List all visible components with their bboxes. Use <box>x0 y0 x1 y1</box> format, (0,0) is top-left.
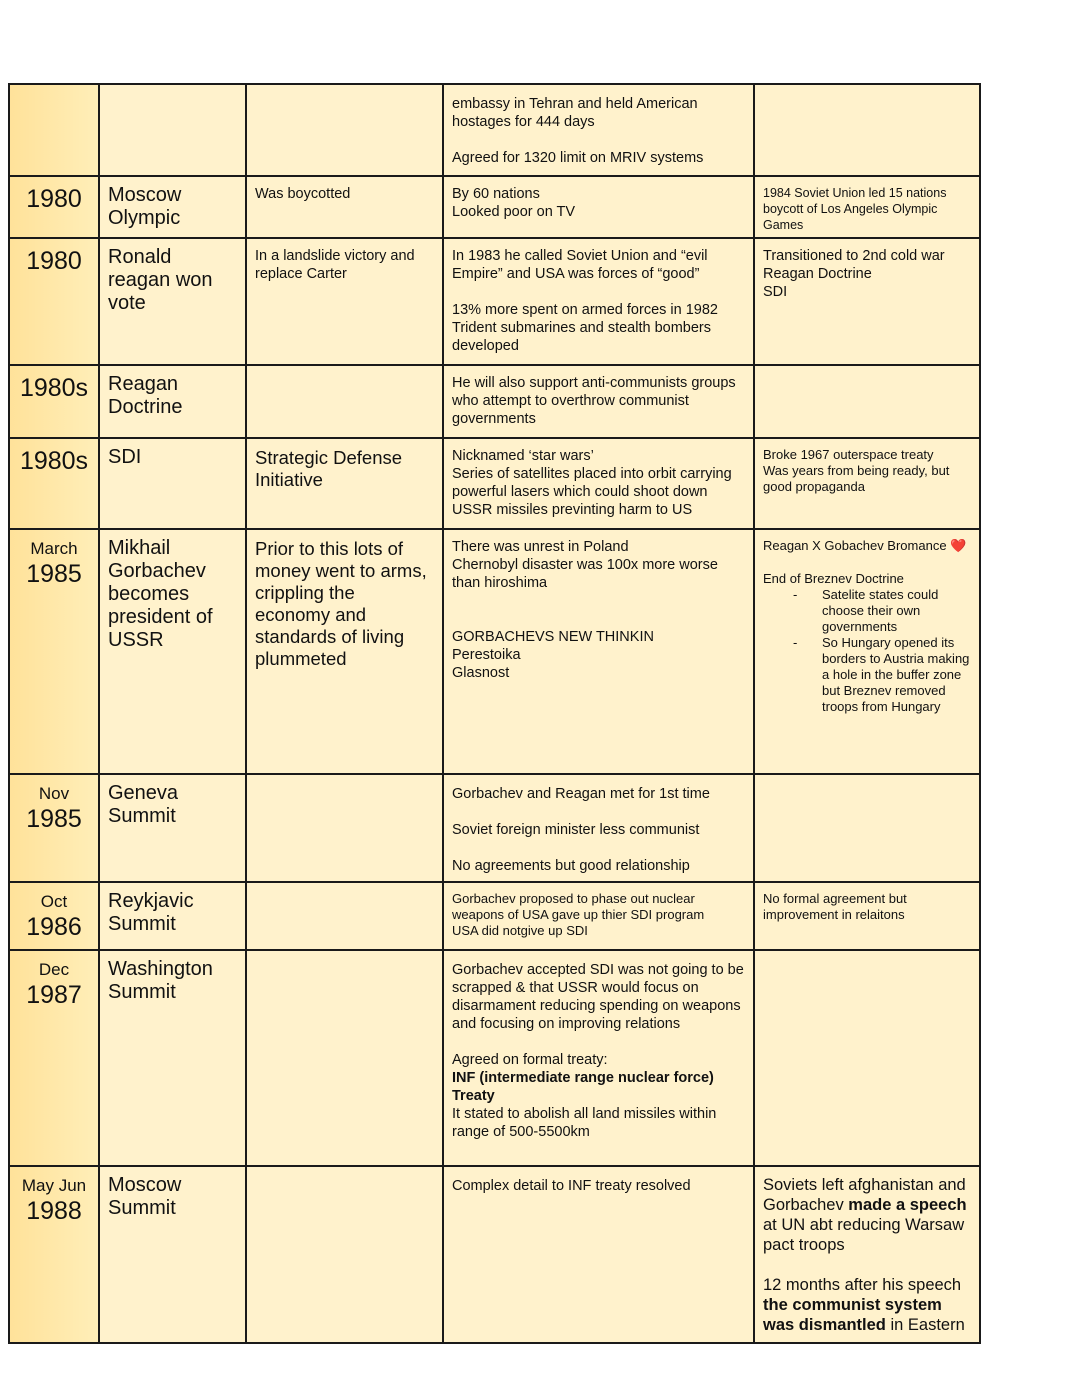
why-cell <box>246 176 443 238</box>
event-cell <box>99 365 246 438</box>
why-text: Was boycotted <box>255 186 351 202</box>
detail-text: In 1983 he called Soviet Union and “evil Empire” and USA was forces of “good” <box>452 248 708 282</box>
date-cell <box>9 438 99 529</box>
why-cell <box>246 950 443 1166</box>
extra-cell <box>754 365 980 438</box>
event-title: Ronald reagan won vote <box>108 246 213 314</box>
extra-paragraph <box>763 1175 971 1255</box>
date-year: 1980s <box>19 447 89 475</box>
date-cell <box>9 529 99 774</box>
detail-cell <box>443 365 754 438</box>
why-text: Prior to this lots of money went to arms, crippling the economy and standards of living plummeted <box>255 538 427 669</box>
why-text: In a landslide victory and replace Carter <box>255 248 415 282</box>
extra-text: 12 months after his speech <box>763 1276 962 1294</box>
extra-cell <box>754 238 980 365</box>
event-title: SDI <box>108 446 142 468</box>
event-cell <box>99 176 246 238</box>
why-cell <box>246 882 443 950</box>
event-title: Reykjavic Summit <box>108 890 194 935</box>
date-cell <box>9 176 99 238</box>
detail-text: Agreed for 1320 limit on MRIV systems <box>452 150 704 166</box>
detail-text: There was unrest in Poland <box>452 539 629 555</box>
date-cell <box>9 365 99 438</box>
detail-text: Chernobyl disaster was 100x more worse than hiroshima <box>452 557 718 591</box>
detail-text: No agreements but good relationship <box>452 858 690 874</box>
extra-text: SDI <box>763 284 788 300</box>
list-item: - Satelite states could choose their own governments <box>793 587 971 635</box>
heart-icon: ❤️ <box>950 538 967 553</box>
detail-text: Looked poor on TV <box>452 204 576 220</box>
detail-text: USA did notgive up SDI <box>452 923 588 938</box>
event-title: Reagan Doctrine <box>108 373 183 418</box>
date-cell <box>9 950 99 1166</box>
why-cell <box>246 238 443 365</box>
event-cell <box>99 238 246 365</box>
why-cell <box>246 365 443 438</box>
why-cell <box>246 84 443 176</box>
date-cell <box>9 774 99 882</box>
event-cell <box>99 1166 246 1343</box>
table-row <box>9 529 980 774</box>
table-row <box>9 176 980 238</box>
table-row <box>9 1166 980 1343</box>
extra-text: Was years from being ready, but good propaganda <box>763 463 950 494</box>
table-row <box>9 882 980 950</box>
date-cell <box>9 84 99 176</box>
table-row <box>9 238 980 365</box>
date-month: March <box>30 539 78 558</box>
extra-text: boycott of Los Angeles Olympic Games <box>763 202 938 232</box>
timeline-table <box>8 83 981 1344</box>
extra-bold-text: the communist system was dismantled <box>763 1296 942 1334</box>
table-row <box>9 438 980 529</box>
date-year: 1980s <box>19 374 89 402</box>
date-year: 1986 <box>26 913 82 941</box>
detail-text: Trident submarines and stealth bombers developed <box>452 320 711 354</box>
detail-cell <box>443 950 754 1166</box>
date-year: 1985 <box>26 560 82 588</box>
why-cell <box>246 774 443 882</box>
detail-text: Nicknamed ‘star wars’ <box>452 448 594 464</box>
detail-text: Gorbachev and Reagan met for 1st time <box>452 786 710 802</box>
extra-text: in Eastern <box>885 1316 965 1334</box>
date-month: May Jun <box>21 1176 87 1195</box>
detail-text: Complex detail to INF treaty resolved <box>452 1178 691 1194</box>
detail-cell <box>443 438 754 529</box>
extra-text: Reagan X Gobachev Bromance <box>763 538 947 553</box>
event-title: Moscow Summit <box>108 1174 182 1219</box>
extra-bullet-list <box>763 587 971 715</box>
detail-cell <box>443 238 754 365</box>
extra-cell <box>754 950 980 1166</box>
why-cell <box>246 1166 443 1343</box>
detail-text: GORBACHEVS NEW THINKIN <box>452 629 654 645</box>
detail-text: Perestoika <box>452 647 521 663</box>
extra-cell <box>754 438 980 529</box>
detail-text: Gorbachev proposed to phase out nuclear weapons of USA gave up thier SDI program <box>452 891 705 922</box>
event-cell <box>99 529 246 774</box>
why-cell <box>246 438 443 529</box>
date-cell <box>9 1166 99 1343</box>
extra-cell <box>754 1166 980 1343</box>
event-cell <box>99 882 246 950</box>
date-year: 1980 <box>26 247 82 275</box>
detail-cell <box>443 774 754 882</box>
date-year: 1988 <box>26 1197 82 1225</box>
event-title: Mikhail Gorbachev becomes president of USSR <box>108 537 213 651</box>
detail-text: Gorbachev accepted SDI was not going to be scrapped & that USSR would focus on disarmament reducing spending on weapons and focusing on improving relations <box>452 962 744 1032</box>
date-year: 1987 <box>26 981 82 1009</box>
extra-text: Transitioned to 2nd cold war <box>763 248 945 264</box>
detail-text: hostages for 444 days <box>452 114 595 130</box>
date-month: Nov <box>38 784 70 803</box>
detail-cell <box>443 1166 754 1343</box>
detail-text: Glasnost <box>452 665 510 681</box>
detail-text: Agreed on formal treaty: <box>452 1052 608 1068</box>
extra-text: End of Breznev Doctrine <box>763 571 904 586</box>
extra-text: 1984 Soviet Union led 15 nations <box>763 186 947 200</box>
extra-text: Broke 1967 outerspace treaty <box>763 447 934 462</box>
event-cell <box>99 438 246 529</box>
detail-text: He will also support anti-communists groups who attempt to overthrow communist governments <box>452 375 736 427</box>
detail-cell <box>443 882 754 950</box>
detail-text: By 60 nations <box>452 186 540 202</box>
event-cell <box>99 950 246 1166</box>
date-cell <box>9 238 99 365</box>
table-row <box>9 365 980 438</box>
extra-bold-text: made a speech <box>848 1196 967 1214</box>
date-year: 1980 <box>26 185 82 213</box>
event-title: Geneva Summit <box>108 782 179 827</box>
list-item: - So Hungary opened its borders to Austria making a hole in the buffer zone but Breznev removed troops from Hungary <box>793 635 971 715</box>
why-text: Strategic Defense Initiative <box>255 447 403 490</box>
date-year: 1985 <box>26 805 82 833</box>
event-cell <box>99 84 246 176</box>
detail-cell <box>443 176 754 238</box>
date-month: Oct <box>40 892 68 911</box>
detail-cell <box>443 529 754 774</box>
detail-cell <box>443 84 754 176</box>
date-cell <box>9 882 99 950</box>
detail-text: 13% more spent on armed forces in 1982 <box>452 302 718 318</box>
extra-text: Reagan Doctrine <box>763 266 872 282</box>
detail-text: Soviet foreign minister less communist <box>452 822 700 838</box>
extra-text: at UN abt reducing Warsaw pact troops <box>763 1216 965 1254</box>
detail-text: It stated to abolish all land missiles within range of 500-5500km <box>452 1106 717 1140</box>
extra-cell <box>754 774 980 882</box>
extra-cell <box>754 176 980 238</box>
event-title: Washington Summit <box>108 958 213 1003</box>
treaty-name: INF (intermediate range nuclear force) Treaty <box>452 1070 714 1104</box>
detail-text: embassy in Tehran and held American <box>452 96 698 112</box>
date-month: Dec <box>38 960 70 979</box>
extra-cell <box>754 84 980 176</box>
extra-cell <box>754 529 980 774</box>
detail-text: Series of satellites placed into orbit carrying powerful lasers which could shoot down USSR missiles previnting harm to US <box>452 466 732 518</box>
why-cell <box>246 529 443 774</box>
extra-paragraph <box>763 1275 971 1335</box>
extra-text: No formal agreement but improvement in relaitons <box>763 891 907 922</box>
extra-text: Soviets left afghanistan and Gorbachev <box>763 1176 966 1214</box>
event-cell <box>99 774 246 882</box>
table-row <box>9 950 980 1166</box>
extra-cell <box>754 882 980 950</box>
event-title: Moscow Olympic <box>108 184 182 229</box>
table-row <box>9 84 980 176</box>
table-row <box>9 774 980 882</box>
